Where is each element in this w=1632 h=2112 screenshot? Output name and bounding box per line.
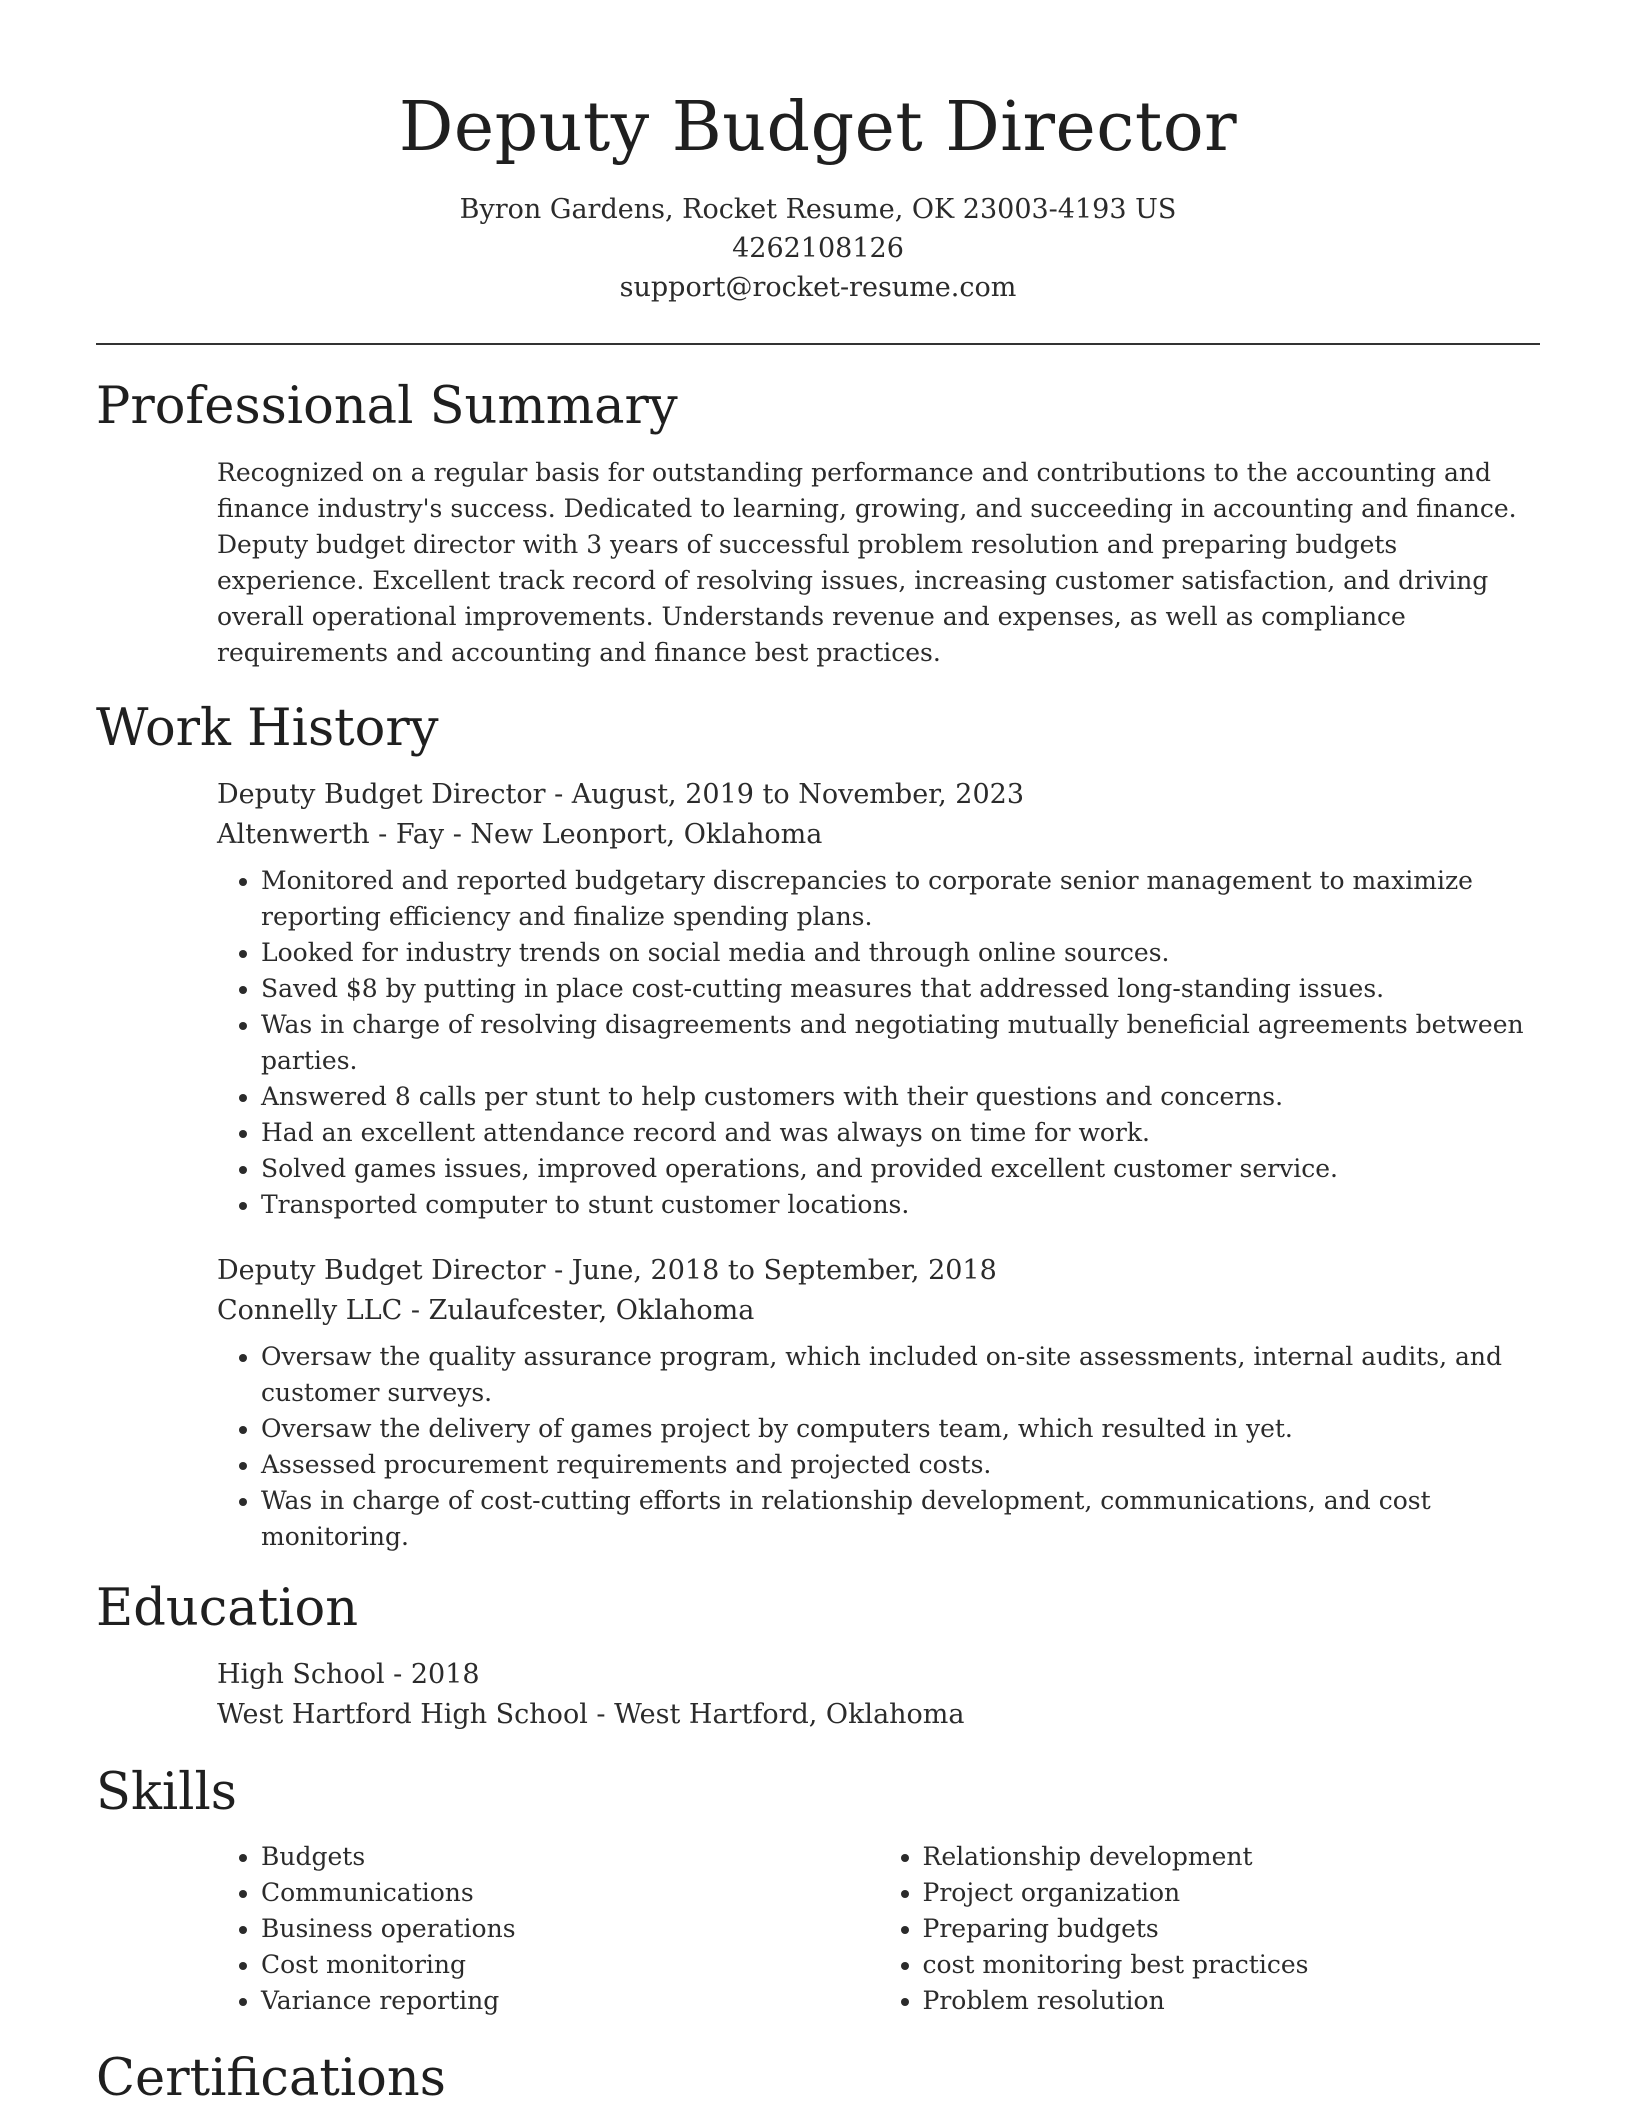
list-item: • Answered 8 calls per stunt to help customers with their questions and concerns.: [261, 1079, 1540, 1115]
education-school-line: West Hartford High School - West Hartford, Oklahoma: [217, 1699, 965, 1730]
work-history-section: [96, 697, 1540, 1555]
skill-item: • Cost monitoring: [261, 1947, 879, 1983]
job-entry: [217, 1251, 1540, 1555]
education-degree-line: High School - 2018: [217, 1659, 480, 1690]
list-item: • Oversaw the quality assurance program, which included on-site assessments, internal audits, and customer surveys.: [261, 1339, 1540, 1411]
skills-columns: [217, 1839, 1540, 2019]
list-item: • Assessed procurement requirements and projected costs.: [261, 1447, 1540, 1483]
list-item: • Had an excellent attendance record and was always on time for work.: [261, 1115, 1540, 1151]
list-item: • Monitored and reported budgetary discrepancies to corporate senior management to maximize reporting efficiency and finalize spending plans.: [261, 863, 1540, 935]
education-section: [96, 1577, 1540, 1735]
certifications-section: [96, 2047, 1540, 2111]
skill-item: • Preparing budgets: [923, 1911, 1541, 1947]
skill-item: • Project organization: [923, 1875, 1541, 1911]
education-entry: [217, 1655, 1540, 1735]
contact-phone: 4262108126: [732, 233, 904, 264]
job-title-line: Deputy Budget Director - August, 2019 to November, 2023: [217, 779, 1024, 810]
skill-item: • Problem resolution: [923, 1983, 1541, 2019]
skills-heading: Skills: [96, 1763, 237, 1822]
candidate-name: Deputy Budget Director: [398, 88, 1238, 167]
skills-list-left: [217, 1839, 879, 2019]
resume-page: [96, 0, 1540, 2111]
header-divider: [96, 343, 1540, 345]
summary-heading: Professional Summary: [96, 377, 678, 436]
job-company-line: Altenwerth - Fay - New Leonport, Oklahoma: [217, 819, 823, 850]
summary-section: [96, 375, 1540, 671]
list-item: • Saved $8 by putting in place cost-cutting measures that addressed long-standing issues.: [261, 971, 1540, 1007]
contact-block: [96, 190, 1540, 307]
list-item: • Looked for industry trends on social media and through online sources.: [261, 935, 1540, 971]
certifications-heading: Certifications: [96, 2049, 446, 2108]
contact-address: Byron Gardens, Rocket Resume, OK 23003-4193 US: [459, 194, 1177, 225]
list-item: • Oversaw the delivery of games project by computers team, which resulted in yet.: [261, 1411, 1540, 1447]
summary-body: [217, 455, 1540, 671]
list-item: • Solved games issues, improved operations, and provided excellent customer service.: [261, 1151, 1540, 1187]
job-company-line: Connelly LLC - Zulaufcester, Oklahoma: [217, 1295, 755, 1326]
list-item: • Was in charge of cost-cutting efforts in relationship development, communications, and cost monitoring.: [261, 1483, 1540, 1555]
job-title-line: Deputy Budget Director - June, 2018 to September, 2018: [217, 1255, 997, 1286]
skill-item: • Communications: [261, 1875, 879, 1911]
job-entry: [217, 775, 1540, 1223]
job-bullets: [217, 1339, 1540, 1555]
list-item: • Transported computer to stunt customer locations.: [261, 1187, 1540, 1223]
resume-header: [96, 0, 1540, 307]
skills-list-right: [879, 1839, 1541, 2019]
education-heading: Education: [96, 1579, 359, 1638]
work-history-heading: Work History: [96, 699, 439, 758]
summary-text: Recognized on a regular basis for outstanding performance and contributions to the accounting and finance industry's success. Dedicated to learning, growing, and succeeding in accounting and finance. Deputy budget director with 3 years of successful problem resolution and preparing budgets experience. Excellent track record of resolving issues, increasing customer satisfaction, and driving overall operational improvements. Understands revenue and expenses, as well as compliance requirements and accounting and finance best practices.: [217, 458, 1517, 667]
skill-item: • Business operations: [261, 1911, 879, 1947]
skill-item: • Variance reporting: [261, 1983, 879, 2019]
list-item: • Was in charge of resolving disagreements and negotiating mutually beneficial agreements between parties.: [261, 1007, 1540, 1079]
skills-section: [96, 1761, 1540, 2019]
contact-email: support@rocket-resume.com: [619, 272, 1017, 303]
skill-item: • Budgets: [261, 1839, 879, 1875]
skill-item: • cost monitoring best practices: [923, 1947, 1541, 1983]
skill-item: • Relationship development: [923, 1839, 1541, 1875]
job-bullets: [217, 863, 1540, 1223]
